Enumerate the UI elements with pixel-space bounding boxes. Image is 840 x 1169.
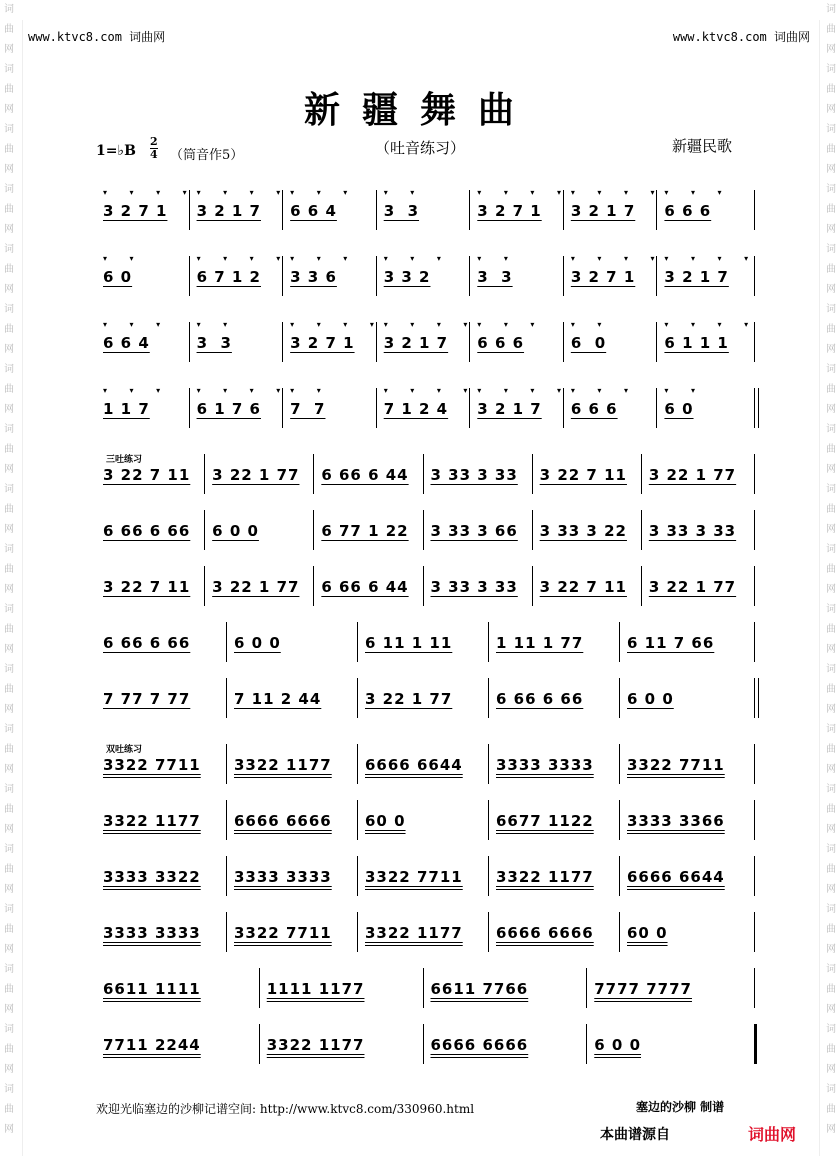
barline xyxy=(754,322,755,362)
measure: 3 3 xyxy=(196,334,232,352)
site-url-left[interactable]: www.ktvc8.com 词曲网 xyxy=(28,30,166,44)
side-watermark-right: 词曲网词曲网词曲网词曲网词曲网词曲网词曲网词曲网词曲网词曲网词曲网词曲网词曲网词曲网词曲网词曲网词曲网词曲网词曲网 xyxy=(826,4,836,1135)
barline xyxy=(656,322,657,362)
measure: 6 0 xyxy=(103,268,133,286)
barline xyxy=(204,510,205,550)
barline xyxy=(189,388,190,428)
measure: 6 66 6 66 xyxy=(103,522,191,540)
accent-marks: ▾ ▾ ▾ ▾ xyxy=(383,386,478,395)
accent-marks: ▾ ▾ xyxy=(570,320,612,329)
measure: 3 22 1 77 xyxy=(212,466,300,484)
barline xyxy=(357,744,358,784)
barline xyxy=(423,566,424,606)
barline xyxy=(488,912,489,952)
footer-source: 本曲谱源自 xyxy=(600,1127,670,1143)
measure: 6666 6644 xyxy=(627,868,725,886)
score-row xyxy=(97,256,757,296)
accent-marks: ▾ ▾ ▾ xyxy=(477,320,545,329)
measure: 3 22 7 11 xyxy=(539,578,627,596)
measure: 6 11 1 11 xyxy=(365,634,453,652)
score-row xyxy=(97,454,757,494)
measure: 3 22 1 77 xyxy=(212,578,300,596)
barline xyxy=(423,510,424,550)
barline xyxy=(563,388,564,428)
measure: 3 22 7 11 xyxy=(539,466,627,484)
barline xyxy=(282,190,283,230)
measure: 3322 1177 xyxy=(365,924,463,942)
measure: 3333 3333 xyxy=(103,924,201,942)
barline xyxy=(563,256,564,296)
accent-marks: ▾ ▾ xyxy=(103,254,144,263)
score-row xyxy=(97,678,757,718)
barline xyxy=(656,388,657,428)
accent-marks: ▾ ▾ xyxy=(664,386,705,395)
measure: 6 0 xyxy=(570,334,607,352)
time-signature xyxy=(150,136,158,161)
measure: 6 6 6 xyxy=(664,202,712,220)
measure: 7777 7777 xyxy=(594,980,692,998)
footer-brand-logo[interactable]: 词曲网 xyxy=(748,1125,797,1144)
measure: 3322 7711 xyxy=(627,756,725,774)
accent-marks: ▾ ▾ ▾ xyxy=(383,254,451,263)
meter-top: 2 xyxy=(150,135,158,148)
measure: 3333 3322 xyxy=(103,868,201,886)
barline xyxy=(423,1024,424,1064)
measure: 3322 7711 xyxy=(234,924,332,942)
barline xyxy=(619,912,620,952)
measure: 6 66 6 66 xyxy=(103,634,191,652)
barline xyxy=(754,678,759,718)
barline xyxy=(469,190,470,230)
barline xyxy=(619,800,620,840)
score-row xyxy=(97,190,757,230)
accent-marks: ▾ ▾ ▾ ▾ xyxy=(570,188,665,197)
barline xyxy=(754,800,755,840)
measure: 3 2 7 1 xyxy=(477,202,542,220)
barline xyxy=(532,566,533,606)
transposition-note: （筒音作5） xyxy=(170,148,244,163)
footer-author: 塞边的沙柳 制谱 xyxy=(636,1100,725,1114)
barline xyxy=(226,856,227,896)
section-label-triple: 三吐练习 xyxy=(106,455,143,465)
barline xyxy=(226,744,227,784)
measure: 7 1 2 4 xyxy=(383,400,449,418)
accent-marks: ▾ ▾ ▾ ▾ xyxy=(196,188,291,197)
measure: 3322 1177 xyxy=(496,868,594,886)
score-row xyxy=(97,912,757,952)
barline xyxy=(754,388,759,428)
measure: 6 7 1 2 xyxy=(196,268,261,286)
barline xyxy=(204,566,205,606)
score-row xyxy=(97,744,757,784)
key-signature: 1=♭B xyxy=(96,143,136,159)
barline xyxy=(754,190,755,230)
barline xyxy=(226,622,227,662)
barline xyxy=(563,190,564,230)
measure: 6 0 0 xyxy=(234,634,281,652)
accent-marks: ▾ ▾ ▾ xyxy=(290,188,358,197)
score-row xyxy=(97,622,757,662)
measure: 6 1 1 1 xyxy=(664,334,729,352)
measure: 6611 7766 xyxy=(430,980,529,998)
measure: 3322 1177 xyxy=(234,756,332,774)
barline xyxy=(357,622,358,662)
barline xyxy=(563,322,564,362)
measure: 3322 7711 xyxy=(103,756,201,774)
measure: 6666 6666 xyxy=(496,924,594,942)
barline xyxy=(619,856,620,896)
measure: 6677 1122 xyxy=(496,812,594,830)
measure: 3 2 1 7 xyxy=(383,334,449,352)
measure: 3 22 7 11 xyxy=(103,466,191,484)
measure: 3 3 6 xyxy=(290,268,337,286)
barline xyxy=(754,622,755,662)
barline xyxy=(189,190,190,230)
barline xyxy=(282,388,283,428)
measure: 6666 6666 xyxy=(234,812,332,830)
barline xyxy=(357,678,358,718)
barline xyxy=(376,322,377,362)
accent-marks: ▾ ▾ ▾ xyxy=(664,188,732,197)
measure: 3 22 1 77 xyxy=(648,578,737,596)
measure: 6 66 6 66 xyxy=(496,690,584,708)
measure: 3 2 1 7 xyxy=(664,268,729,286)
barline xyxy=(754,912,755,952)
measure: 3 3 xyxy=(477,268,513,286)
section-label-double: 双吐练习 xyxy=(106,745,143,755)
barline xyxy=(282,256,283,296)
barline xyxy=(189,256,190,296)
barline xyxy=(488,678,489,718)
measure: 3 33 3 33 xyxy=(430,466,518,484)
accent-marks: ▾ ▾ ▾ ▾ xyxy=(477,188,571,197)
side-watermark-left: 词曲网词曲网词曲网词曲网词曲网词曲网词曲网词曲网词曲网词曲网词曲网词曲网词曲网词曲网词曲网词曲网词曲网词曲网词曲网 xyxy=(4,4,14,1135)
barline xyxy=(423,454,424,494)
barline xyxy=(376,256,377,296)
score-row xyxy=(97,322,757,362)
barline xyxy=(656,190,657,230)
barline xyxy=(357,800,358,840)
barline xyxy=(423,968,424,1008)
measure: 3 3 xyxy=(383,202,420,220)
measure: 3 3 2 xyxy=(383,268,431,286)
measure: 3333 3333 xyxy=(234,868,332,886)
measure: 6 0 0 xyxy=(212,522,259,540)
barline xyxy=(357,912,358,952)
measure: 6 66 6 44 xyxy=(321,578,409,596)
accent-marks: ▾ ▾ ▾ xyxy=(570,386,638,395)
measure: 3 33 3 33 xyxy=(430,578,518,596)
measure: 6666 6644 xyxy=(365,756,463,774)
barline xyxy=(376,388,377,428)
measure: 3 2 1 7 xyxy=(570,202,636,220)
score-row xyxy=(97,800,757,840)
accent-marks: ▾ ▾ ▾ ▾ xyxy=(196,254,291,263)
measure: 6 6 4 xyxy=(290,202,337,220)
accent-marks: ▾ ▾ ▾ ▾ xyxy=(477,386,571,395)
measure: 3333 3366 xyxy=(627,812,725,830)
measure: 3 2 7 1 xyxy=(570,268,636,286)
barline xyxy=(754,454,755,494)
measure: 60 0 xyxy=(627,924,668,942)
song-subtitle: （吐音练习） xyxy=(374,139,465,157)
measure: 1 1 7 xyxy=(103,400,150,418)
accent-marks: ▾ ▾ ▾ ▾ xyxy=(570,254,665,263)
barline xyxy=(619,622,620,662)
barline xyxy=(619,744,620,784)
accent-marks: ▾ ▾ ▾ ▾ xyxy=(664,320,759,329)
barline xyxy=(656,256,657,296)
measure: 3333 3333 xyxy=(496,756,594,774)
barline xyxy=(259,1024,260,1064)
barline xyxy=(488,622,489,662)
song-title: 新疆舞曲 xyxy=(303,89,536,131)
accent-marks: ▾ ▾ ▾ ▾ xyxy=(383,320,478,329)
barline xyxy=(754,968,755,1008)
score-row xyxy=(97,1024,757,1064)
measure: 7711 2244 xyxy=(103,1036,201,1054)
accent-marks: ▾ ▾ ▾ ▾ xyxy=(290,320,384,329)
measure: 1 11 1 77 xyxy=(496,634,584,652)
accent-marks: ▾ ▾ ▾ xyxy=(103,386,171,395)
measure: 6 6 6 xyxy=(570,400,618,418)
score-row xyxy=(97,388,757,428)
measure: 3 2 1 7 xyxy=(196,202,261,220)
measure: 6 77 1 22 xyxy=(321,522,409,540)
measure: 60 0 xyxy=(365,812,406,830)
barline xyxy=(641,566,642,606)
measure: 6 0 xyxy=(664,400,694,418)
measure: 3 33 3 66 xyxy=(430,522,518,540)
barline xyxy=(376,190,377,230)
measure: 7 7 xyxy=(290,400,326,418)
measure: 6666 6666 xyxy=(430,1036,529,1054)
barline xyxy=(313,510,314,550)
measure: 3322 1177 xyxy=(266,1036,365,1054)
measure: 3 33 3 22 xyxy=(539,522,627,540)
measure: 7 77 7 77 xyxy=(103,690,191,708)
barline xyxy=(754,256,755,296)
barline xyxy=(532,454,533,494)
accent-marks: ▾ ▾ xyxy=(290,386,331,395)
accent-marks: ▾ ▾ ▾ xyxy=(290,254,358,263)
measure: 6 6 4 xyxy=(103,334,150,352)
score-row xyxy=(97,510,757,550)
score-row xyxy=(97,968,757,1008)
measure: 7 11 2 44 xyxy=(234,690,322,708)
final-barline xyxy=(754,1024,757,1064)
barline xyxy=(754,744,755,784)
measure: 3 22 7 11 xyxy=(103,578,191,596)
accent-marks: ▾ ▾ xyxy=(383,188,425,197)
score-row xyxy=(97,566,757,606)
barline xyxy=(488,744,489,784)
score-row xyxy=(97,856,757,896)
barline xyxy=(469,388,470,428)
measure: 1111 1177 xyxy=(266,980,365,998)
barline xyxy=(313,454,314,494)
measure: 6 1 7 6 xyxy=(196,400,261,418)
measure: 3 33 3 33 xyxy=(648,522,737,540)
barline xyxy=(357,856,358,896)
accent-marks: ▾ ▾ ▾ xyxy=(103,320,171,329)
barline xyxy=(488,856,489,896)
measure: 6 0 0 xyxy=(594,1036,642,1054)
barline xyxy=(469,322,470,362)
composer: 新疆民歌 xyxy=(672,137,733,155)
barline xyxy=(586,968,587,1008)
site-url-right[interactable]: www.ktvc8.com 词曲网 xyxy=(672,30,810,44)
measure: 6 6 6 xyxy=(477,334,525,352)
barline xyxy=(189,322,190,362)
footer-welcome[interactable]: 欢迎光临塞边的沙柳记谱空间: http://www.ktvc8.com/330960.html xyxy=(96,1102,475,1116)
barline xyxy=(282,322,283,362)
barline xyxy=(226,912,227,952)
barline xyxy=(619,678,620,718)
meter-bottom: 4 xyxy=(150,148,158,161)
measure: 3322 7711 xyxy=(365,868,463,886)
measure: 3 2 7 1 xyxy=(290,334,355,352)
barline xyxy=(226,800,227,840)
measure: 6 66 6 44 xyxy=(321,466,409,484)
measure: 3 2 1 7 xyxy=(477,400,542,418)
accent-marks: ▾ ▾ xyxy=(477,254,518,263)
accent-marks: ▾ ▾ ▾ ▾ xyxy=(664,254,759,263)
barline xyxy=(754,566,755,606)
measure: 3322 1177 xyxy=(103,812,201,830)
accent-marks: ▾ ▾ ▾ ▾ xyxy=(196,386,291,395)
accent-marks: ▾ ▾ ▾ ▾ xyxy=(103,188,197,197)
measure: 3 2 7 1 xyxy=(103,202,168,220)
accent-marks: ▾ ▾ xyxy=(196,320,238,329)
barline xyxy=(488,800,489,840)
barline xyxy=(641,454,642,494)
measure: 6 11 7 66 xyxy=(627,634,715,652)
barline xyxy=(469,256,470,296)
barline xyxy=(641,510,642,550)
measure: 3 22 1 77 xyxy=(365,690,453,708)
barline xyxy=(313,566,314,606)
measure: 6 0 0 xyxy=(627,690,674,708)
measure: 3 22 1 77 xyxy=(648,466,737,484)
barline xyxy=(532,510,533,550)
barline xyxy=(754,510,755,550)
barline xyxy=(259,968,260,1008)
barline xyxy=(754,856,755,896)
barline xyxy=(226,678,227,718)
barline xyxy=(586,1024,587,1064)
barline xyxy=(204,454,205,494)
measure: 6611 1111 xyxy=(103,980,201,998)
